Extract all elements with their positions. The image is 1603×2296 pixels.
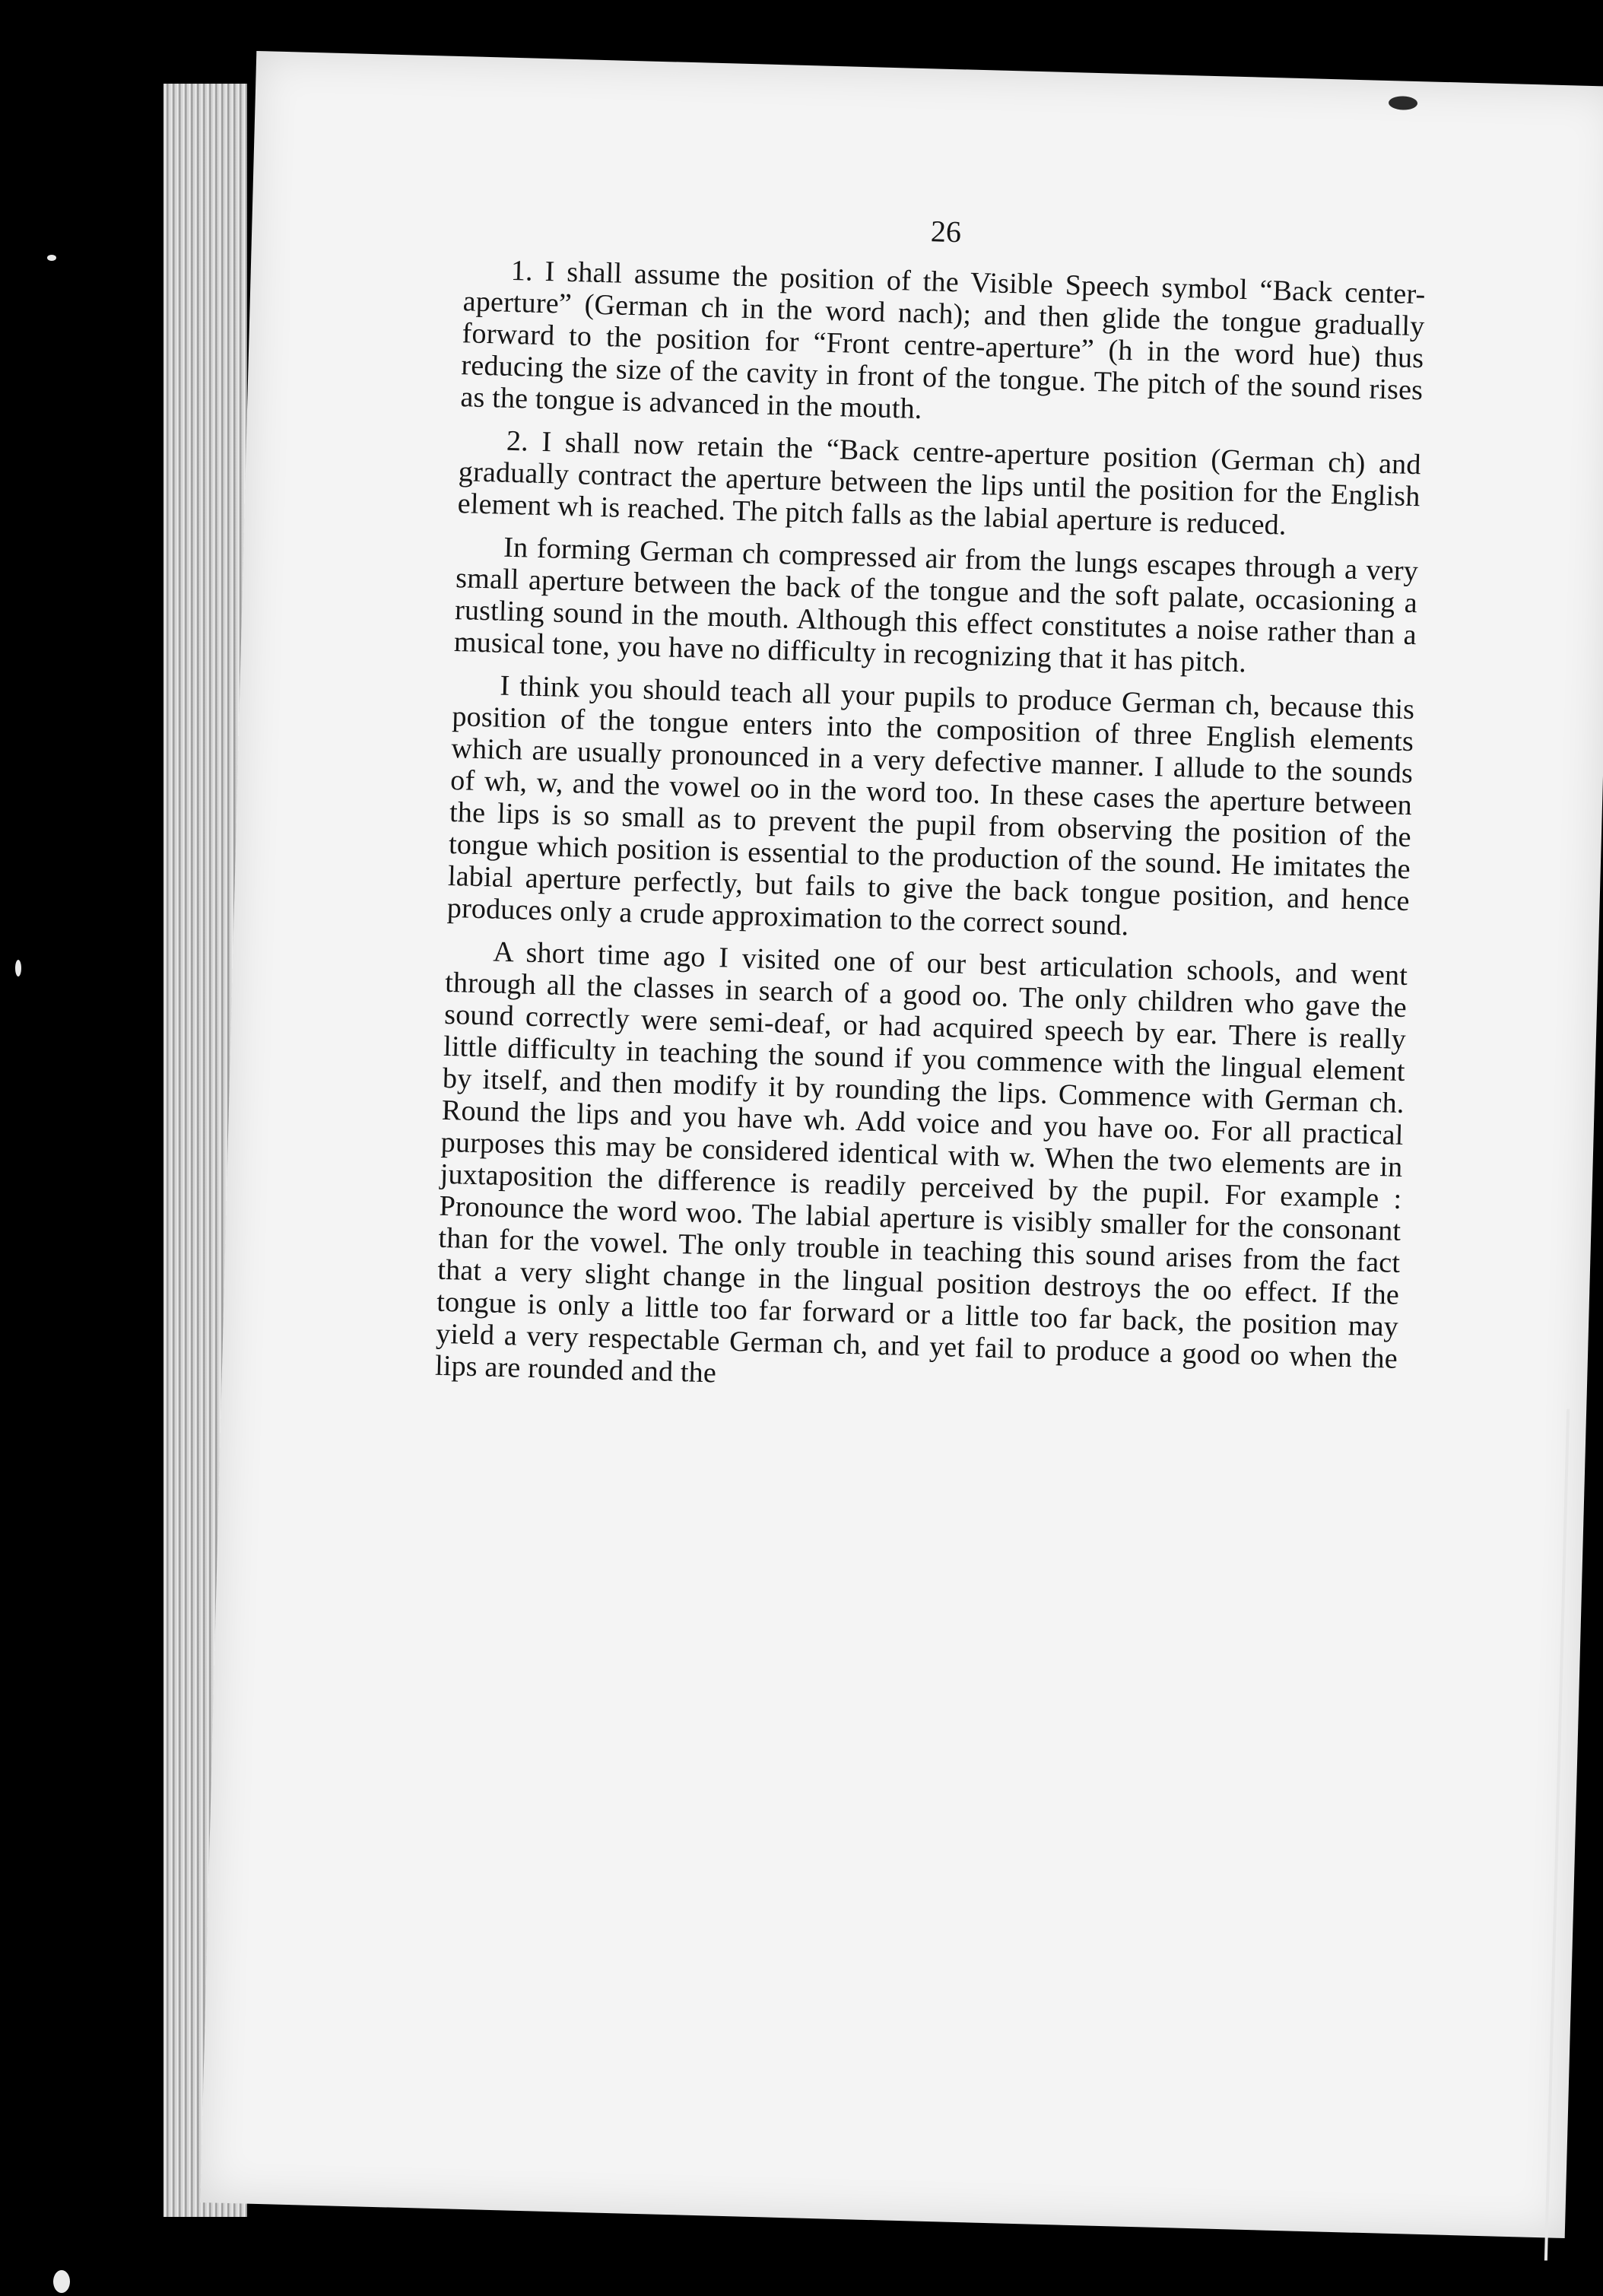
page-content <box>434 201 1427 1418</box>
paragraph-2: 2. I shall now retain the “Back centre-aperture position (German ch) and gradually contract the aperture between the lips until the position for the English element wh is reached. The pitch falls as the labial aperture is reduced. <box>457 424 1422 541</box>
paragraph-3: In forming German ch compressed air from the lungs escapes through a very small aperture between the back of the tongue and the soft palate, occasioning a rustling sound in the mouth. Although this effect constitutes a noise rather than a musical tone, you have no difficulty in recognizing that it has pitch. <box>453 531 1419 679</box>
paragraph-1: 1. I shall assume the position of the Visible Speech symbol “Back center-aperture” (German ch in the word nach); and then glide the tongue gradually forward to the position for “Front centre-aperture” (h in the word hue) thus reducing the size of the cavity in front of the tongue. The pitch of the sound rises as the tongue is advanced in the mouth. <box>459 254 1427 426</box>
paragraph-5: A short time ago I visited one of our best articulation schools, and went through all the classes in search of a good oo. The only children who gave the sound correctly were semi-deaf, or had acquired speech by ear. There is really little difficulty in teaching the sound if you commence with the lingual element by itself, and then modify it by rounding the lips. Commence with German ch. Round the lips and you have wh. Add voice and you have oo. For all practical purposes this may be considered identical with w. When the two elements are in juxtaposition the difference is readily perceived by the pupil. For example : Pronounce the word woo. The labial aperture is visibly smaller for the consonant than for the vowel. The only trouble in teaching this sound arises from the fact that a very slight change in the lingual position destroys the oo effect. If the tongue is only a little too far forward or a little too far back, the position may yield a very respectable German ch, and yet fail to produce a good oo when the lips are rounded and the <box>434 935 1408 1389</box>
paragraph-4: I think you should teach all your pupils to produce German ch, because this position of the tongue enters into the composition of three English elements which are usually pronounced in a very defective manner. I allude to the sounds of wh, w, and the vowel oo in the word too. In these cases the aperture between the lips is so small as to prevent the pupil from observing the position of the tongue which position is essential to the production of the sound. He imitates the labial aperture perfectly, but fails to give the back tongue position, and hence produces only a crude approximation to the correct sound. <box>446 669 1415 942</box>
page-edge-line <box>1544 1409 1570 2261</box>
page-number: 26 <box>930 214 962 249</box>
book-page <box>200 51 1603 2238</box>
scan-speck <box>47 255 56 261</box>
ink-speck <box>1389 96 1417 110</box>
scan-speck <box>15 960 21 977</box>
scan-speck <box>53 2270 70 2293</box>
